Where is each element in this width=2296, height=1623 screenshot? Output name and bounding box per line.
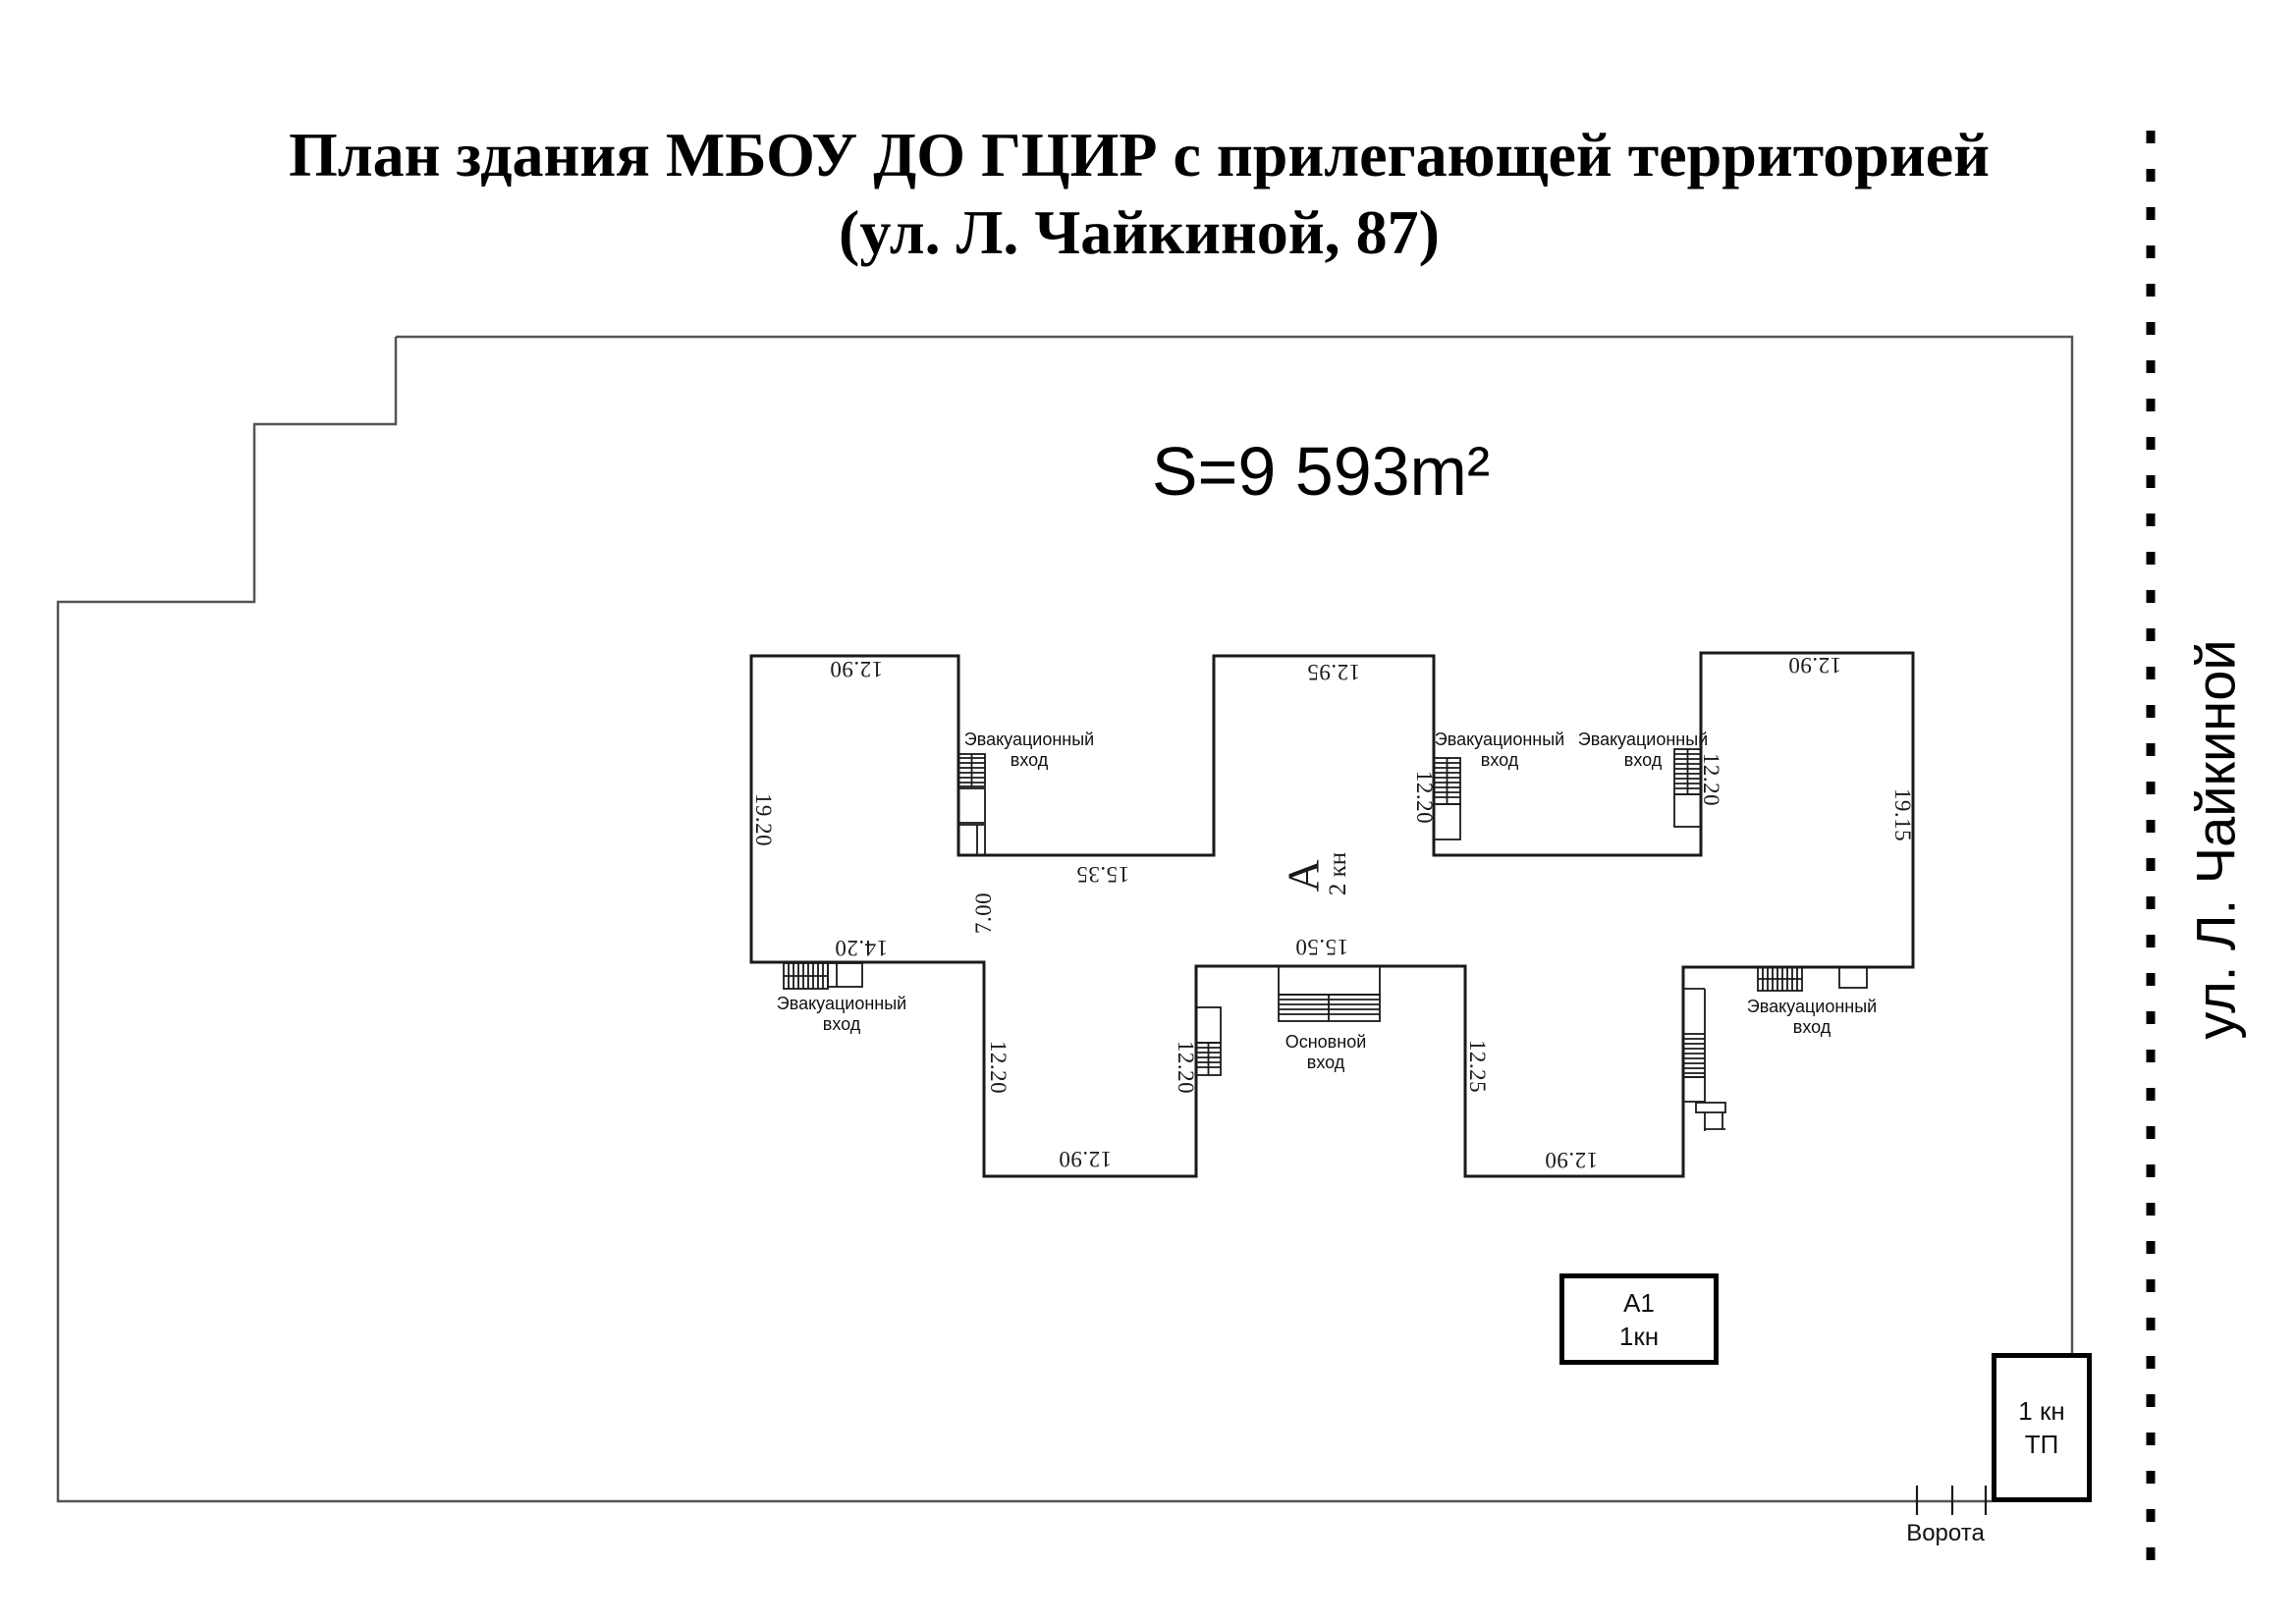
dimension-courtyard-right: 12.25 <box>1465 1039 1490 1094</box>
evacuation-entrance-line1: Эвакуационный <box>1746 997 1878 1016</box>
dimension-middle-wing-right: 12.20 <box>1412 770 1437 825</box>
evacuation-entrance-line1: Эвакуационный <box>1434 730 1565 749</box>
gate-label: Ворота <box>1906 1520 1985 1546</box>
dimension-left-connector: 15.35 <box>1075 862 1130 887</box>
dimension-courtyard-top: 15.50 <box>1294 935 1349 959</box>
evacuation-entrance-line2: вход <box>1792 1017 1831 1037</box>
stairs-lower-right-wing <box>1683 989 1725 1131</box>
stairs-right-wing-south <box>1758 967 1802 991</box>
transformer-substation-box <box>1992 1353 2092 1502</box>
dimension-left-wing-bottom: 14.20 <box>834 936 889 960</box>
evacuation-entrance-label-left-wing <box>964 730 1094 771</box>
main-entrance-line1: Основной <box>1285 1032 1367 1052</box>
evacuation-entrance-line1: Эвакуационный <box>776 994 907 1013</box>
evacuation-entrance-line2: вход <box>1480 750 1519 770</box>
outbuilding-a1-line1: А1 <box>1623 1287 1655 1318</box>
stairs-courtyard-west <box>1196 1007 1221 1075</box>
dimension-right-wing-top: 12.90 <box>1787 653 1842 677</box>
evacuation-entrance-label-middle-wing <box>1435 730 1564 771</box>
south-wall-notch <box>1839 967 1867 988</box>
building-storeys-label: 2 кн <box>1325 851 1351 896</box>
dimension-lower-left-left: 12.20 <box>986 1040 1011 1095</box>
outbuilding-a1-box <box>1559 1273 1719 1365</box>
outbuilding-a1-line2: 1кн <box>1618 1321 1660 1351</box>
evacuation-entrance-line2: вход <box>822 1014 861 1034</box>
dimension-right-wing-left: 12.20 <box>1699 752 1723 807</box>
street-name-label: ул. Л. Чайкиной <box>2184 639 2247 1040</box>
main-entrance-label <box>1285 1032 1367 1073</box>
building-letter-label: А <box>1278 859 1329 893</box>
evacuation-entrance-line1: Эвакуационный <box>963 730 1095 749</box>
dimension-right-wing-right: 19.15 <box>1890 787 1915 842</box>
main-entrance-line2: вход <box>1306 1053 1345 1072</box>
evacuation-entrance-label-bottom-left <box>777 994 906 1035</box>
dimension-left-wing-top: 12.90 <box>829 657 884 681</box>
dimension-lower-right-bottom: 12.90 <box>1544 1148 1599 1172</box>
transformer-substation-line2: ТП <box>2024 1430 2059 1459</box>
page-title-line2: (ул. Л. Чайкиной, 87) <box>839 197 1440 267</box>
dimension-left-wing-inner: 7.00 <box>971 892 996 935</box>
evacuation-entrance-line1: Эвакуационный <box>1577 730 1709 749</box>
page-title-line1: План здания МБОУ ДО ГЦИР с прилегающей территорией <box>288 120 1991 189</box>
evacuation-entrance-label-right-wing <box>1578 730 1708 771</box>
evacuation-entrance-label-bottom-right <box>1747 997 1877 1038</box>
dimension-lower-left-bottom: 12.90 <box>1058 1147 1113 1171</box>
territory-boundary <box>58 337 2072 1501</box>
dimension-middle-wing-top: 12.95 <box>1306 660 1361 684</box>
transformer-substation-line1: 1 кн <box>2018 1396 2065 1426</box>
dimension-left-wing-left: 19.20 <box>751 792 776 847</box>
evacuation-entrance-line2: вход <box>1623 750 1663 770</box>
evacuation-entrance-line2: вход <box>1010 750 1049 770</box>
territory-area-label: S=9 593m² <box>1151 433 1491 510</box>
dimension-lower-left-right: 12.20 <box>1174 1040 1198 1095</box>
stairs-main-entrance <box>1279 966 1380 1021</box>
building-outline <box>751 653 1913 1176</box>
stairs-left-wing-south <box>784 963 862 989</box>
